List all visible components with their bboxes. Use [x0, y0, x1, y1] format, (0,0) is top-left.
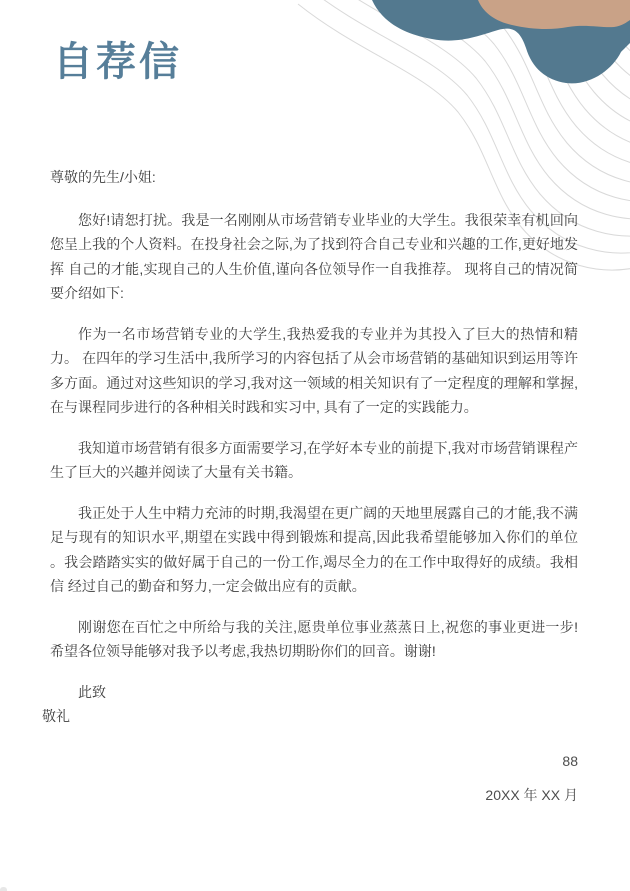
paragraph-intro: 您好!请恕打扰。我是一名刚刚从市场营销专业毕业的大学生。我很荣幸有机回向您呈上我的个人资料。在投身社会之际,为了找到符合自己专业和兴趣的工作,更好地发挥 自己的才能,实现自己的人生价值,谨向各位领导作一自我推荐。 现将自己的情况简要介绍如下:	[50, 211, 578, 301]
date-line: 20XX 年 XX 月	[485, 787, 578, 803]
blue-blob	[372, 0, 630, 83]
greeting-line: 尊敬的先生/小姐:	[50, 169, 156, 185]
paragraph-aspiration: 我正处于人生中精力充沛的时期,我渴望在更广阔的天地里展露自己的才能,我不满足与现有的知识水平,期望在实践中得到锻炼和提高,因此我希望能够加入你们的单位 。我会踏踏实实的做好属于自己的一份工作,竭尽全力的在工作中取得好的成绩。我相信 经过自己的勤奋和努力,一定会做出应有的贡献。	[50, 504, 578, 594]
tan-blob	[478, 0, 630, 29]
signature: 88	[562, 752, 578, 769]
paragraph-thanks: 刚谢您在百忙之中所给与我的关注,愿贵单位事业蒸蒸日上,祝您的事业更进一步! 希望各位领导能够对我予以考虑,我热切期盼你们的回音。谢谢!	[50, 618, 578, 659]
closing-jingli: 敬礼	[42, 708, 70, 724]
closing-cizhi: 此致	[78, 683, 106, 700]
paragraph-major-study: 作为一名市场营销专业的大学生,我热爱我的专业并为其投入了巨大的热情和精力。 在四年的学习生活中,我所学习的内容包括了从会市场营销的基础知识到运用等许多方面。通过对这些知识的学习,我对这一领域的相关知识有了一定程度的理解和掌握,在与课程同步进行的各种相关时践和实习中, 具有了一定的实践能力。	[50, 325, 578, 415]
corner-artifact	[0, 887, 7, 891]
letter-body	[42, 165, 578, 808]
page-title: 自荐信	[53, 40, 182, 84]
paragraph-interest: 我知道市场营销有很多方面需要学习,在学好本专业的前提下,我对市场营销课程产生了巨大的兴趣并阅读了大量有关书籍。	[50, 439, 578, 480]
